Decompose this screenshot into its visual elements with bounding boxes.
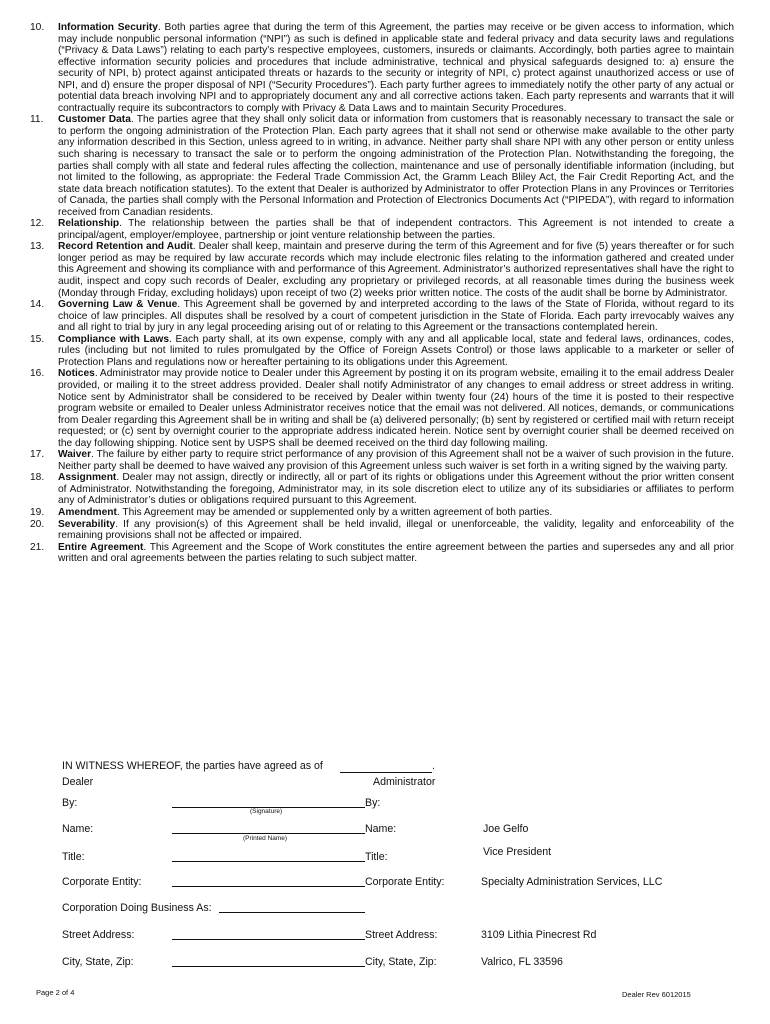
clause-item xyxy=(30,241,734,299)
clause-text: . The failure by either party to require strict performance of any provision of this Agreement shall not be a waiver of such provision in the future. Neither party shall be deemed to have waived any provision of this Agreement unless such waiver is set forth in a writing signed by the waiving party. xyxy=(58,449,734,472)
clause-item xyxy=(30,541,734,565)
clause-number: 17. xyxy=(30,449,45,461)
clause-text: . Administrator may provide notice to Dealer under this Agreement by posting it on its program website, emailing it to the email address Dealer provided, or mailing it to the street address provided. Dealer shall notify Administrator of any changes to email address or street address in writing. Notice sent by Administrator shall be considered to be received by Dealer within twenty four (24) hours of the time it is posted to their respective program website or emailed to Dealer unless Administrator receives notice that the email was not delivered. All notices, demands, or communications from Dealer regarding this Agreement shall be in writing and shall be (a) delivered personally; (b) sent by registered or certified mail with return receipt requested; or (c) sent by overnight courier to the appropriate address indicated herein. Notice sent by overnight courier shall be deemed received on the day following shipping. Notice sent by USPS shall be deemed received on the third day following mailing. xyxy=(58,368,734,449)
clause-number: 19. xyxy=(30,506,45,518)
clause-item xyxy=(30,218,734,241)
dealer-street-label: Street Address: xyxy=(62,929,135,941)
clause-text: . If any provision(s) of this Agreement shall be held invalid, illegal or unenforceable, the validity, legality and enforceability of the remaining provisions shall not be affected or impaired. xyxy=(58,518,734,542)
clause-title: Compliance with Laws xyxy=(58,333,169,345)
dealer-corp-entity-line[interactable] xyxy=(172,886,365,887)
date-line[interactable] xyxy=(340,772,432,773)
clause-title: Entire Agreement xyxy=(58,541,144,553)
clause-text: . The parties agree that they shall only solicit data or information from customers that is reasonably necessary to transact the sale or to perform the ongoing administration of the Protection Plan. Each party agrees that it shall not send or otherwise make available to the other party any information described in this Section, unless agreed to in writing, in advance. Neither party shall share NPI with any other person or entity unless such sharing is necessary to transact the sale or to perform the ongoing administration of the Protection Plan. Notwithstanding the foregoing, the parties shall comply with all state and federal rules affecting the collection, maintenance and use of personally identifiable information (including, but not limited to the following, as appropriate: the Federal Trade Commission Act, the Gramm Leach Bliley Act, the Fair Credit Reporting Act, and the state data breach notification statutes). To the extent that Dealer is authorized by Administrator to offer Protection Plans in any Provinces or Territories of Canada, the parties shall comply with the Personal Information and Protection of Electronics Documents Act (“PIPEDA”), with regard to information received from Canadian residents. xyxy=(58,114,735,218)
signature-caption: (Signature) xyxy=(250,808,283,815)
dealer-street-line[interactable] xyxy=(172,939,365,940)
dealer-by-label: By: xyxy=(62,797,78,809)
clause-item xyxy=(30,114,735,218)
admin-corp-entity-label: Corporate Entity: xyxy=(365,876,445,888)
clause-title: Waiver xyxy=(58,449,92,461)
dealer-title-label: Title: xyxy=(62,851,85,863)
clause-item xyxy=(30,472,734,507)
clause-number: 14. xyxy=(30,299,45,311)
admin-street-label: Street Address: xyxy=(365,929,438,941)
clause-title: Relationship xyxy=(58,218,120,230)
clause-item xyxy=(30,518,734,542)
admin-title-value: Vice President xyxy=(483,846,552,858)
clause-list xyxy=(30,22,735,565)
clause-text: . Dealer may not assign, directly or indirectly, all or part of its rights or obligations under this Agreement without the prior written consent of Administrator. Notwithstanding the foregoing, Administrator may, in its sole discretion elect to utilize any of its subsidiaries or affiliates to perform any of Administrator’s duties or obligations required pursuant to this Agreement. xyxy=(58,472,734,507)
dba-line[interactable] xyxy=(219,912,365,913)
clause-title: Information Security xyxy=(58,22,158,33)
clause-number: 20. xyxy=(30,518,45,530)
admin-city-value: Valrico, FL 33596 xyxy=(481,956,563,968)
dealer-city-line[interactable] xyxy=(172,966,365,967)
dealer-corp-entity-label: Corporate Entity: xyxy=(62,876,142,888)
revision-label: Dealer Rev 6012015 xyxy=(622,990,691,999)
clause-item xyxy=(30,368,734,449)
clause-text: . This Agreement shall be governed by and interpreted according to the laws of the State of Florida, without regard to its choice of law principles. All disputes shall be resolved by a court of competent jurisdiction in the State of Florida. Each party irrevocably waives any and all right to trial by jury in any legal proceeding arising out of or relating to this Agreement or the transactions contemplated herein. xyxy=(58,299,734,334)
clause-text: . This Agreement and the Scope of Work constitutes the entire agreement between the parties and supersedes any and all prior written and oral agreements between the parties relating to such subject matter. xyxy=(58,541,734,565)
clause-title: Notices xyxy=(58,368,95,380)
admin-city-label: City, State, Zip: xyxy=(365,956,437,968)
clause-text: . Both parties agree that during the term of this Agreement, the parties may receive or be given access to information, which may include nonpublic personal information (“NPI”) as such is defined in applicable state and federal privacy and data security laws and regulations (“Privacy & Data Laws”) relating to each party’s respective employees, customers, insureds or claimants. Accordingly, both parties agree to maintain effective information security policies and procedures that include administrative, technical and physical safeguards designed to: a) ensure the security of NPI, b) protect against anticipated threats or hazards to the security or integrity of NPI, c) protect against unauthorized access or use of NPI, and d) ensure the proper disposal of NPI (“Security Procedures”). Each party further agrees to immediately notify the other party of any actual or potential data breach involving NPI and to appropriately document any and all corrective actions taken. Each party represents and warrants that it will contractually require its subcontractors to comply with Privacy & Data Laws and to maintain Security Procedures. xyxy=(58,22,735,114)
clause-number: 16. xyxy=(30,368,45,380)
dealer-header: Dealer xyxy=(62,776,94,788)
dealer-name-label: Name: xyxy=(62,823,94,835)
admin-corp-entity-value: Specialty Administration Services, LLC xyxy=(481,876,663,888)
witness-period: . xyxy=(432,760,435,772)
clause-text: . Each party shall, at its own expense, comply with any and all applicable local, state and federal laws, ordinances, codes, rules (including but not limited to rules promulgated by the Office of Foreign Assets Control) or those laws applicable to a marketer or seller of Protection Plans and regulations now or hereafter pertaining to its obligations under this Agreement. xyxy=(58,333,734,368)
clause-title: Governing Law & Venue xyxy=(58,299,178,311)
printed-name-caption: (Printed Name) xyxy=(243,835,288,842)
dealer-city-label: City, State, Zip: xyxy=(62,956,134,968)
clause-text: . Dealer shall keep, maintain and preserve during the term of this Agreement and for five (5) years thereafter or for such longer period as may be required by law accurate records which may include electronic files relating to the information gathered and created under this Agreement and showing its compliance with and performance of this Agreement. Administrator’s authorized representatives shall have the right to audit, inspect and copy such records of Dealer, excluding any proprietary or privileged records, at all reasonable times during the business week (Monday through Friday, excluding holidays) upon receipt of two (2) weeks prior written notice. The costs of the audit shall be borne by Administrator. xyxy=(58,241,734,299)
clause-text: . This Agreement may be amended or supplemented only by a written agreement of both parties. xyxy=(116,506,553,518)
clause-item xyxy=(30,299,734,334)
clause-item xyxy=(30,506,734,519)
clause-text: . The relationship between the parties shall be that of independent contractors. This Agreement is not intended to create a principal/agent, employer/employee, partnership or joint venture relationship between the parties. xyxy=(58,218,734,241)
clause-title: Record Retention and Audit xyxy=(58,241,193,253)
agreement-clauses xyxy=(30,22,735,565)
admin-title-label: Title: xyxy=(365,851,388,863)
clause-number: 10. xyxy=(30,22,45,33)
clause-item xyxy=(30,449,734,472)
clause-item xyxy=(30,22,735,114)
admin-by-label: By: xyxy=(365,797,381,809)
dealer-title-line[interactable] xyxy=(172,861,365,862)
admin-street-value: 3109 Lithia Pinecrest Rd xyxy=(481,929,597,941)
clause-number: 11. xyxy=(30,114,44,126)
administrator-header: Administrator xyxy=(373,776,436,788)
clause-item xyxy=(30,333,734,369)
clause-number: 21. xyxy=(30,541,45,553)
admin-name-label: Name: xyxy=(365,823,397,835)
page-number: Page 2 of 4 xyxy=(36,988,75,997)
admin-name-value: Joe Gelfo xyxy=(483,823,529,835)
clause-number: 15. xyxy=(30,333,45,345)
dealer-name-line[interactable] xyxy=(172,833,365,834)
clause-number: 13. xyxy=(30,241,45,253)
clause-number: 12. xyxy=(30,218,45,230)
witness-statement: IN WITNESS WHEREOF, the parties have agreed as of xyxy=(62,760,323,772)
clause-title: Amendment xyxy=(58,506,117,518)
clause-title: Severability xyxy=(58,518,116,530)
clause-title: Assignment xyxy=(58,472,117,484)
clause-number: 18. xyxy=(30,472,45,484)
dba-label: Corporation Doing Business As: xyxy=(62,902,212,914)
clause-title: Customer Data xyxy=(58,114,131,126)
